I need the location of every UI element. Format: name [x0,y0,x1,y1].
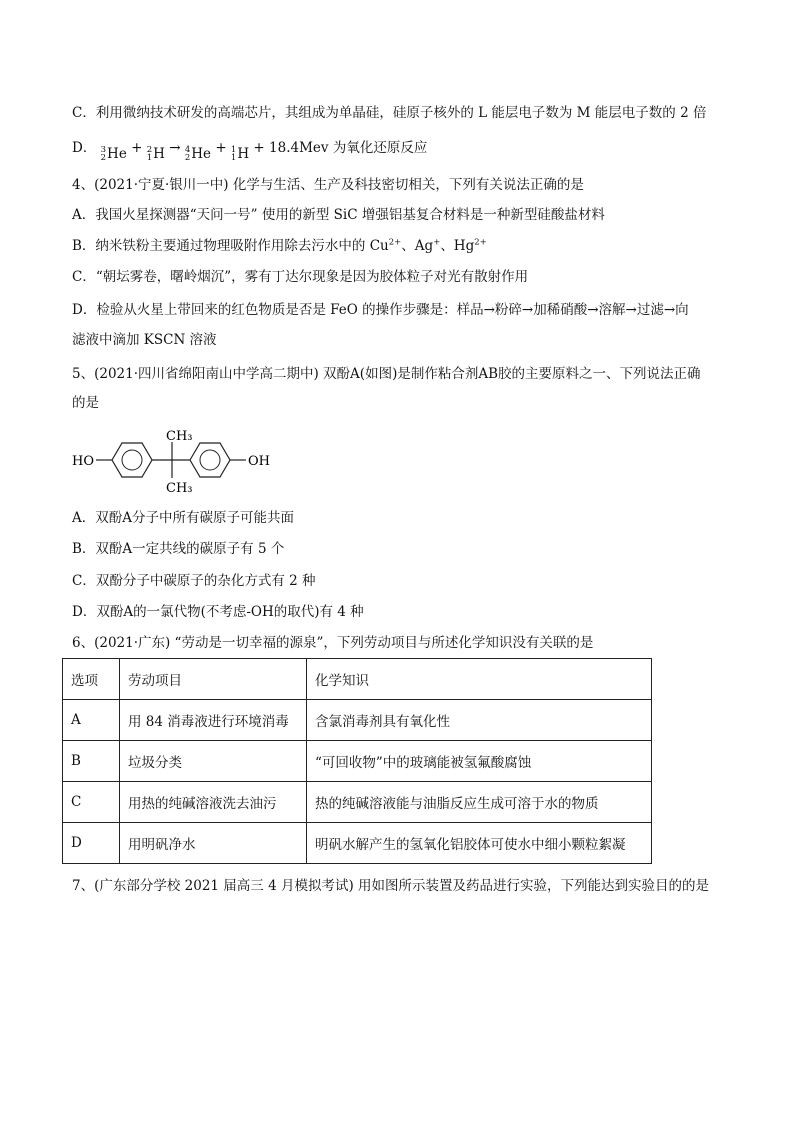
q4-option-b: B．纳米铁粉主要通过物理吸附作用除去污水中的 $Cu^{2+}$、Ag+、$Hg^{2+}$ [72,237,487,254]
methyl-top-label: CH₃ [166,429,193,444]
nuclide-he3: 3 2 He [100,145,127,163]
table-cell: A [63,700,120,741]
q3d-prefix: D． [72,140,97,156]
methyl-bottom-label: CH₃ [166,481,193,494]
ho-label: HO [72,454,94,469]
q6-table [62,658,652,864]
table-cell: 热的纯碱溶液能与油脂反应生成可溶于水的物质 [307,782,652,823]
table-cell: 用明矾净水 [120,823,307,864]
q6-stem: 6、(2021·广东) “劳动是一切幸福的源泉”，下列劳动项目与所述化学知识没有关联的是 [72,635,594,651]
q4-option-d-line1: D．检验从火星上带回来的红色物质是否是 FeO 的操作步骤是：样品→粉碎→加稀硝酸→溶解→过滤→向 [72,302,689,318]
table-row [63,823,652,864]
table-row [63,782,652,823]
nuclide-h1: 1 1 H [230,145,250,163]
table-header-cell: 化学知识 [307,659,652,700]
q7-stem: 7、(广东部分学校 2021 届高三 4 月模拟考试) 用如图所示装置及药品进行实验，下列能达到实验目的的是 [72,878,710,894]
left-benzene-ring [112,443,152,477]
q5-option-d: D．双酚A的一氯代物(不考虑-OH的取代)有 4 种 [72,604,364,620]
bisphenol-a-structure [72,424,282,494]
q3-option-c: C．利用微纳技术研发的高端芯片，其组成为单晶硅，硅原子核外的 L 能层电子数为 M 能层电子数的 2 倍 [72,105,707,121]
table-cell: 垃圾分类 [120,741,307,782]
table-cell: C [63,782,120,823]
table-row [63,741,652,782]
table-cell: 明矾水解产生的氢氧化铝胶体可使水中细小颗粒絮凝 [307,823,652,864]
q4-option-d-line2: 滤液中滴加 KSCN 溶液 [72,332,217,348]
table-cell: D [63,823,120,864]
table-header-row [63,659,652,700]
q5-stem-line1: 5、(2021·四川省绵阳南山中学高二期中) 双酚A(如图)是制作粘合剂AB胶的主要原料之一、下列说法正确 [72,366,701,382]
table-cell: 用热的纯碱溶液洗去油污 [120,782,307,823]
right-benzene-ring [190,443,230,477]
table-cell: 用 84 消毒液进行环境消毒 [120,700,307,741]
q5-option-b: B．双酚A一定共线的碳原子有 5 个 [72,541,285,557]
q3-option-d: D． 3 2 He + 2 1 H → 4 2 He + 1 1 H + 18.4Mev 为氧化还原反应 [72,140,428,163]
nuclide-h2: 2 1 H [146,145,165,163]
table-cell: “可回收物”中的玻璃能被氢氟酸腐蚀 [307,741,652,782]
table-row [63,700,652,741]
q5-option-a: A．双酚A分子中所有碳原子可能共面 [72,510,294,526]
q5-stem-line2: 的是 [72,395,99,411]
nuclide-he4: 4 2 He [184,145,212,163]
table-cell: B [63,741,120,782]
q4-option-c: C．“朝坛雾卷，曙岭烟沉”，雾有丁达尔现象是因为胶体粒子对光有散射作用 [72,269,529,285]
table-header-cell: 选项 [63,659,120,700]
q5-option-c: C．双酚分子中碳原子的杂化方式有 2 种 [72,573,316,589]
q4-option-a: A．我国火星探测器“天问一号” 使用的新型 SiC 增强铝基复合材料是一种新型硅酸盐材料 [72,207,605,223]
oh-label: OH [248,454,270,469]
table-cell: 含氯消毒剂具有氧化性 [307,700,652,741]
table-header-cell: 劳动项目 [120,659,307,700]
q4-stem: 4、(2021·宁夏·银川一中) 化学与生活、生产及科技密切相关，下列有关说法正确的是 [72,177,584,193]
